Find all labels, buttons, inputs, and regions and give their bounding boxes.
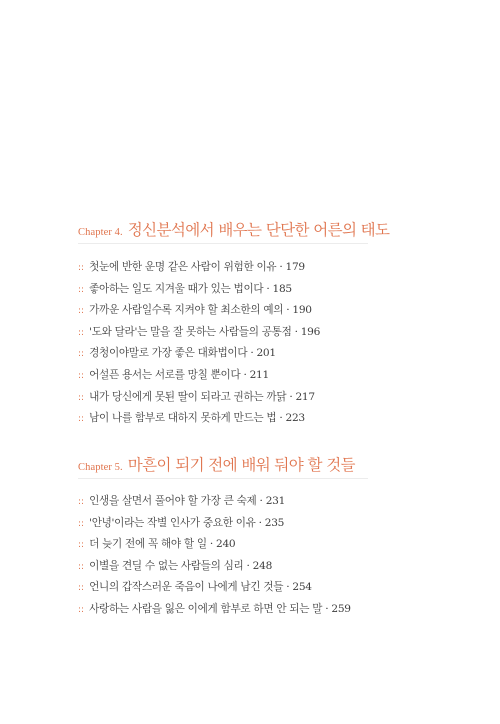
toc-entry-text: 더 늦기 전에 꼭 해야 할 일 · 240 bbox=[89, 538, 236, 551]
bullet-icon: :: bbox=[78, 370, 85, 381]
chapter-title: 정신분석에서 배우는 단단한 어른의 태도 bbox=[127, 221, 390, 239]
toc-entry[interactable] bbox=[78, 408, 320, 430]
toc-entry-text: 이별을 견딜 수 없는 사람들의 심리 · 248 bbox=[89, 559, 273, 572]
toc-entry[interactable] bbox=[78, 534, 351, 556]
chapter-divider bbox=[78, 243, 368, 244]
bullet-icon: :: bbox=[78, 518, 85, 529]
toc-entry[interactable] bbox=[78, 365, 320, 387]
toc-list bbox=[78, 257, 320, 430]
toc-entry-text: '도와 달라'는 말을 잘 못하는 사람들의 공통점 · 196 bbox=[89, 325, 321, 338]
chapter-heading bbox=[78, 453, 478, 479]
toc-entry[interactable] bbox=[78, 556, 351, 578]
toc-entry[interactable] bbox=[78, 577, 351, 599]
toc-entry[interactable] bbox=[78, 300, 320, 322]
chapter-4-section bbox=[78, 218, 478, 425]
toc-entry-text: 내가 당신에게 못된 딸이 되라고 권하는 까닭 · 217 bbox=[89, 390, 315, 403]
chapter-heading bbox=[78, 218, 478, 244]
chapter-title: 마흔이 되기 전에 배워 둬야 할 것들 bbox=[127, 456, 355, 474]
toc-entry-text: 좋아하는 일도 지겨울 때가 있는 법이다 · 185 bbox=[89, 282, 292, 295]
toc-entry-text: 남이 나를 함부로 대하지 못하게 만드는 법 · 223 bbox=[89, 412, 305, 425]
toc-entry-text: 첫눈에 반한 운명 같은 사람이 위험한 이유 · 179 bbox=[89, 261, 305, 273]
toc-entry[interactable] bbox=[78, 513, 351, 535]
bullet-icon: :: bbox=[78, 327, 85, 338]
bullet-icon: :: bbox=[78, 604, 85, 615]
toc-entry-text: 인생을 살면서 풀어야 할 가장 큰 숙제 · 231 bbox=[89, 495, 286, 507]
bullet-icon: :: bbox=[78, 583, 85, 594]
toc-entry[interactable] bbox=[78, 343, 320, 365]
toc-entry-text: 사랑하는 사람을 잃은 이에게 함부로 하면 안 되는 말 · 259 bbox=[89, 602, 351, 615]
chapter-5-section bbox=[78, 453, 478, 615]
toc-entry-text: '안녕'이라는 작별 인사가 중요한 이유 · 235 bbox=[89, 516, 285, 529]
bullet-icon: :: bbox=[78, 392, 85, 403]
bullet-icon: :: bbox=[78, 284, 85, 295]
bullet-icon: :: bbox=[78, 540, 85, 551]
toc-entry-text: 어설픈 용서는 서로를 망칠 뿐이다 · 211 bbox=[89, 368, 269, 381]
toc-entry[interactable] bbox=[78, 491, 351, 513]
bullet-icon: :: bbox=[78, 263, 85, 273]
bullet-icon: :: bbox=[78, 497, 85, 507]
toc-entry[interactable] bbox=[78, 599, 351, 621]
toc-entry[interactable] bbox=[78, 257, 320, 279]
toc-entry[interactable] bbox=[78, 387, 320, 409]
chapter-label: Chapter 4. bbox=[78, 227, 123, 238]
chapter-label: Chapter 5. bbox=[78, 462, 123, 473]
toc-entry-text: 언니의 갑작스러운 죽음이 나에게 남긴 것들 · 254 bbox=[89, 581, 312, 594]
toc-entry-text: 가까운 사람일수록 지켜야 할 최소한의 예의 · 190 bbox=[89, 304, 312, 317]
toc-list bbox=[78, 491, 351, 621]
toc-entry-text: 경청이야말로 가장 좋은 대화법이다 · 201 bbox=[89, 347, 276, 360]
bullet-icon: :: bbox=[78, 561, 85, 572]
bullet-icon: :: bbox=[78, 414, 85, 425]
bullet-icon: :: bbox=[78, 349, 85, 360]
toc-entry[interactable] bbox=[78, 279, 320, 301]
bullet-icon: :: bbox=[78, 306, 85, 317]
toc-entry[interactable] bbox=[78, 322, 320, 344]
chapter-divider bbox=[78, 478, 368, 479]
